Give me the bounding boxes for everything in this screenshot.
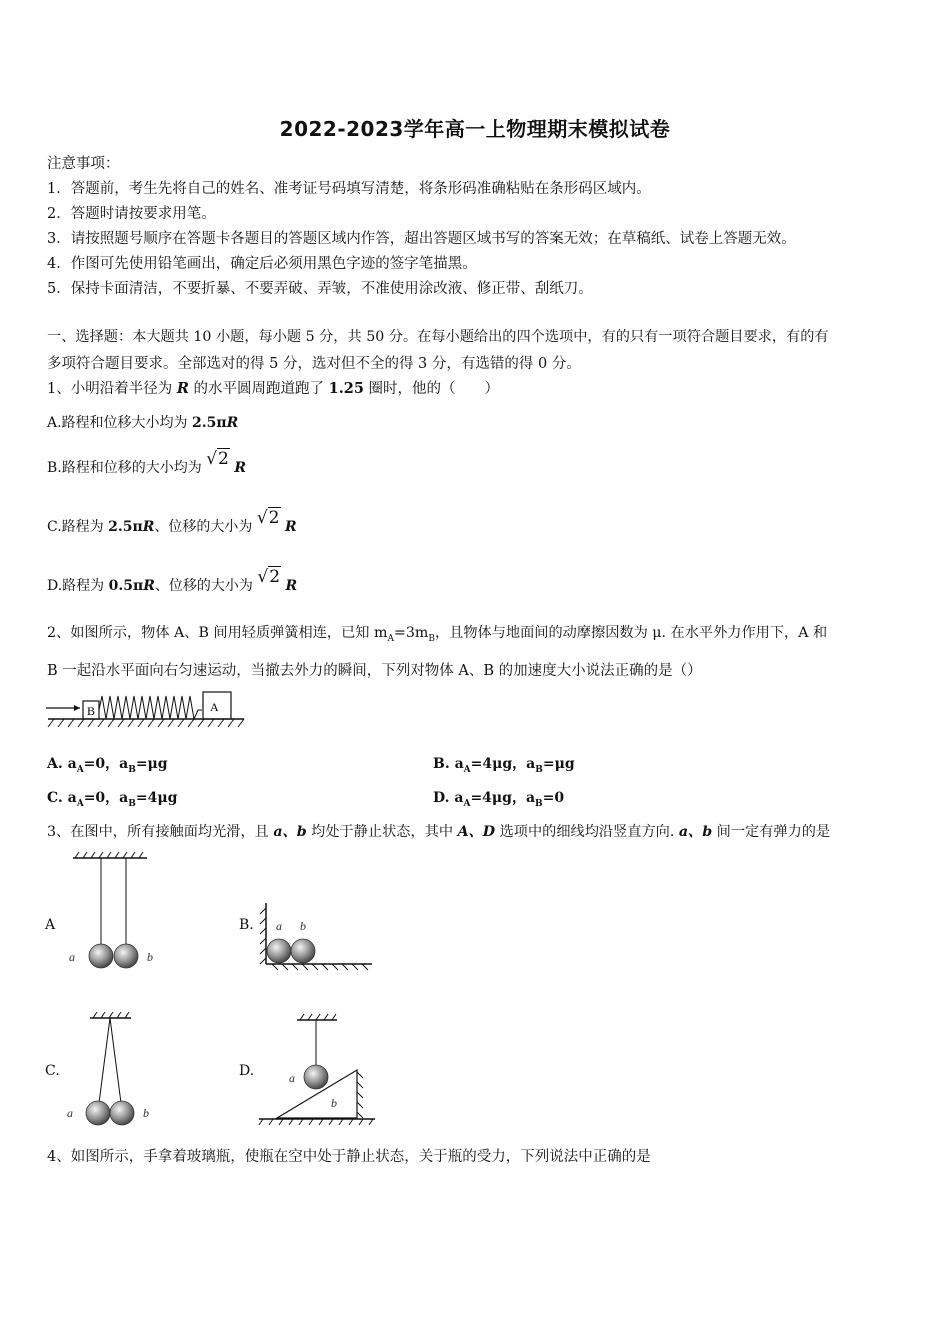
- q2-opt-a-3: =μg: [135, 756, 168, 772]
- q2-stem-text2: =3m: [393, 625, 429, 641]
- q2-opt-c-3: =4μg: [135, 790, 178, 806]
- label-b: b: [147, 950, 153, 964]
- q3-figure-a: [65, 850, 155, 975]
- notice-item-5: 5．保持卡面清洁，不要折暴、不要弄破、弄皱，不准使用涂改液、修正带、刮纸刀。: [47, 281, 593, 297]
- q3-label-c[interactable]: C.: [45, 1063, 60, 1079]
- block-b-label: B: [87, 704, 96, 718]
- q1-stem-text3: 圈时，他的（ ）: [363, 381, 500, 397]
- q2-option-b[interactable]: [433, 753, 575, 775]
- label-a: a: [69, 950, 75, 964]
- q3-label-b[interactable]: B.: [239, 917, 254, 933]
- q2-opt-c-1: C. a: [47, 790, 77, 806]
- q1-stem-text2: 的水平圆周跑道跑了: [188, 381, 329, 397]
- sqrt-sign: √: [257, 567, 269, 587]
- label-b: b: [300, 919, 306, 933]
- q1-option-b-R: R: [234, 460, 246, 476]
- q1-option-c-text2: 、位移的大小为: [154, 519, 253, 535]
- q2-opt-b-3: =μg: [542, 756, 575, 772]
- q1-stem-text: 1、小明沿着半径为: [47, 381, 177, 397]
- q2-opt-d-sub2: B: [535, 798, 543, 809]
- q3-figure-c: [65, 1010, 155, 1130]
- sqrt-2: [257, 567, 281, 587]
- q1-option-b-text: B.路程和位移的大小均为: [47, 460, 202, 476]
- q1-option-c-value: 2.5π: [108, 519, 143, 535]
- q1-option-d-text2: 、位移的大小为: [154, 578, 253, 594]
- ball-b: [291, 939, 315, 963]
- q3-figure-d: [257, 1012, 382, 1130]
- label-b: b: [143, 1106, 149, 1120]
- ball-a: [89, 944, 113, 968]
- q2-option-a[interactable]: [47, 753, 168, 775]
- q2-opt-c-sub2: B: [128, 798, 136, 809]
- q2-sub-b: B: [428, 633, 435, 644]
- block-a-label: A: [210, 700, 219, 714]
- q2-opt-a-1: A. a: [47, 756, 77, 772]
- q2-opt-b-sub1: A: [463, 764, 471, 775]
- q2-opt-d-3: =0: [542, 790, 565, 806]
- q2-opt-c-2: =0，a: [83, 790, 129, 806]
- sqrt-radicand: 2: [268, 508, 280, 528]
- q1-option-c-R2: R: [284, 519, 297, 535]
- q1-option-a-text: A.路程和位移大小均为: [47, 415, 193, 431]
- q3-label-a[interactable]: A: [45, 917, 56, 933]
- q2-stem-line2: B 一起沿水平面向右匀速运动，当撤去外力的瞬间，下列对物体 A、B 的加速度大小说法正确的是（）: [47, 663, 702, 679]
- label-a: a: [67, 1106, 73, 1120]
- q3-stem-text4: 间一定有弹力的是: [712, 824, 831, 840]
- q2-opt-b-1: B. a: [433, 756, 464, 772]
- q1-option-c-text: C.路程为: [47, 519, 109, 535]
- q2-opt-a-sub1: A: [76, 764, 84, 775]
- ball-a: [304, 1065, 328, 1089]
- q2-opt-d-2: =4μg，a: [470, 790, 536, 806]
- arrow-head: [74, 705, 80, 711]
- q3-stem-text3: 选项中的细线均沿竖直方向.: [495, 824, 679, 840]
- page-title: 2022-2023学年高一上物理期末模拟试卷: [279, 117, 671, 141]
- ball-a: [267, 939, 291, 963]
- notice-heading: 注意事项：: [47, 156, 120, 172]
- section1-line2: 多项符合题目要求。全部选对的得 5 分，选对但不全的得 3 分，有选错的得 0 分。: [47, 356, 581, 372]
- q2-opt-d-sub1: A: [463, 798, 471, 809]
- q3-stem-ad: A、D: [457, 824, 496, 840]
- q1-stem: [47, 377, 499, 398]
- q2-stem-line1: [47, 622, 827, 644]
- q3-stem-ab2: a、b: [678, 824, 713, 840]
- q2-stem-text: 2、如图所示，物体 A、B 间用轻质弹簧相连，已知 m: [47, 625, 388, 641]
- q2-opt-c-sub1: A: [76, 798, 84, 809]
- q2-opt-b-sub2: B: [535, 764, 543, 775]
- label-a: a: [276, 919, 282, 933]
- q1-option-c[interactable]: [47, 508, 297, 536]
- q2-opt-d-1: D. a: [433, 790, 464, 806]
- q2-opt-a-sub2: B: [128, 764, 136, 775]
- label-b: b: [331, 1096, 337, 1110]
- q3-stem-ab: a、b: [273, 824, 307, 840]
- q3-label-d[interactable]: D.: [239, 1063, 255, 1079]
- q2-stem-text3: ，且物体与地面间的动摩擦因数为 μ. 在水平外力作用下，A 和: [434, 625, 828, 641]
- q2-opt-b-2: =4μg，a: [470, 756, 536, 772]
- label-a: a: [289, 1071, 295, 1085]
- ball-b: [114, 944, 138, 968]
- q1-option-a-R: R: [226, 415, 239, 431]
- ball-a: [86, 1101, 110, 1125]
- notice-item-4: 4．作图可先使用铅笔画出，确定后必须用黑色字迹的签字笔描黑。: [47, 256, 477, 272]
- q1-option-a-value: 2.5π: [192, 415, 227, 431]
- q1-option-a[interactable]: [47, 412, 238, 432]
- spring: [99, 696, 202, 719]
- q3-stem-text: 3、在图中，所有接触面均光滑，且: [47, 824, 274, 840]
- q1-option-d-R2: R: [285, 578, 298, 594]
- ground-hatch: [48, 719, 244, 727]
- q1-stem-R: R: [176, 380, 189, 397]
- notice-item-3: 3．请按照题号顺序在答题卡各题目的答题区域内作答，超出答题区域书写的答案无效；在草稿纸、试卷上答题无效。: [47, 231, 796, 247]
- q1-option-b[interactable]: [47, 449, 246, 477]
- q1-option-d[interactable]: [47, 567, 298, 595]
- q1-option-c-R: R: [142, 519, 155, 535]
- sqrt-radicand: 2: [269, 567, 281, 587]
- q3-figure-b: [258, 898, 376, 973]
- sqrt-2: [206, 449, 230, 469]
- q1-option-d-value: 0.5π: [108, 578, 144, 594]
- q2-option-c[interactable]: [47, 787, 177, 809]
- string-b: [110, 1018, 121, 1103]
- q1-option-d-text: D.路程为: [47, 578, 109, 594]
- sqrt-sign: √: [206, 449, 218, 469]
- q3-stem: [47, 821, 830, 841]
- q3-stem-text2: 均处于静止状态，其中: [306, 824, 458, 840]
- ball-b: [110, 1101, 134, 1125]
- section1-line1: 一、选择题：本大题共 10 小题，每小题 5 分，共 50 分。在每小题给出的四个选项中，有的只有一项符合题目要求，有的有: [47, 329, 829, 345]
- notice-item-1: 1．答题前，考生先将自己的姓名、准考证号码填写清楚，将条形码准确粘贴在条形码区域内。: [47, 181, 651, 197]
- string-a: [99, 1018, 110, 1103]
- q4-stem: 4、如图所示，手拿着玻璃瓶，使瓶在空中处于静止状态，关于瓶的受力，下列说法中正确的是: [47, 1149, 651, 1165]
- sqrt-2: [257, 508, 281, 528]
- q2-figure: [46, 688, 246, 730]
- sqrt-radicand: 2: [218, 449, 229, 469]
- q2-sub-a: A: [387, 633, 394, 644]
- notice-item-2: 2．答题时请按要求用笔。: [47, 206, 216, 222]
- q1-stem-num: 1.25: [328, 380, 364, 397]
- q1-option-d-R: R: [143, 578, 155, 594]
- q2-option-d[interactable]: [433, 787, 564, 809]
- q2-opt-a-2: =0，a: [83, 756, 129, 772]
- sqrt-sign: √: [256, 508, 268, 528]
